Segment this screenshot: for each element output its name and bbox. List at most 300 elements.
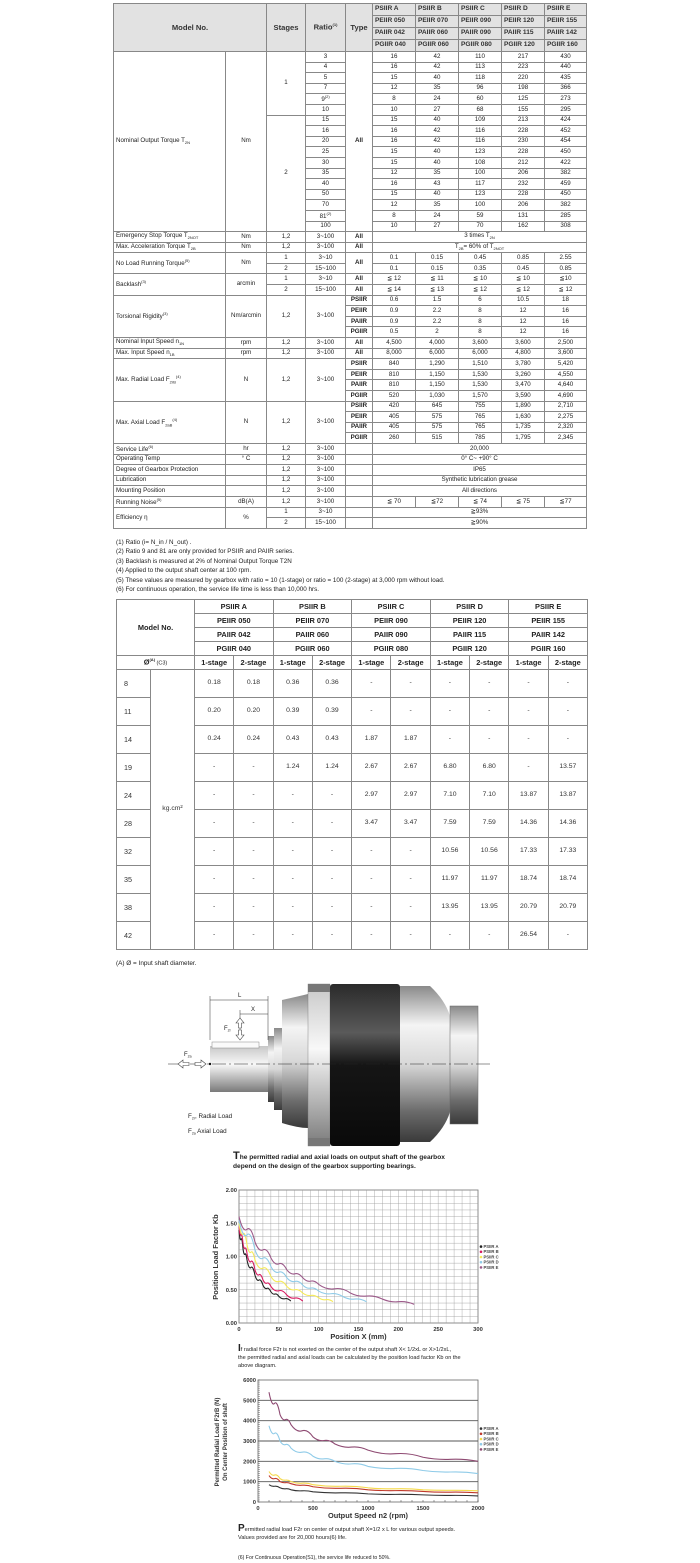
value-cell: 70: [459, 221, 502, 232]
y-tick-label: 0.00: [225, 1321, 237, 1327]
value-cell: 116: [459, 126, 502, 137]
type-cell: All: [346, 52, 373, 232]
value-cell: 3,260: [502, 369, 545, 380]
inertia-value-cell: -: [470, 698, 509, 726]
value-cell: 430: [545, 52, 587, 63]
value-cell: 206: [502, 200, 545, 211]
model-series-header: PEIIR 120: [430, 614, 509, 628]
ratio-cell: 3~10: [306, 507, 346, 518]
inertia-value-cell: -: [548, 670, 587, 698]
y-axis-label: Permitted Radial Load F2rB (N): [215, 1397, 221, 1487]
value-cell: 273: [545, 94, 587, 105]
ratio-cell: 10: [306, 104, 346, 115]
inertia-value-cell: 7.59: [430, 810, 469, 838]
ratio-cell: 16: [306, 126, 346, 137]
stage-cell: 1,2: [267, 242, 306, 253]
value-cell: 382: [545, 168, 587, 179]
value-cell: 452: [545, 126, 587, 137]
stage-cell: 1: [267, 507, 306, 518]
value-cell: 3,780: [502, 359, 545, 370]
value-cell: 42: [416, 126, 459, 137]
stage-cell: 1: [267, 52, 306, 116]
value-cell: ≧93%: [373, 507, 587, 518]
stage-cell: 1,2: [267, 496, 306, 507]
type-cell: [346, 443, 373, 454]
diameter-cell: 42: [117, 922, 151, 950]
value-cell: 260: [373, 433, 416, 444]
inertia-value-cell: 6.80: [470, 754, 509, 782]
x-axis-label: Output Speed n2 (rpm): [327, 1511, 409, 1520]
value-cell: 3 times $T_{2N}$: [373, 232, 587, 243]
value-cell: 3,590: [502, 391, 545, 402]
value-cell: 228: [502, 126, 545, 137]
legend-label: PSIIR E: [483, 1446, 499, 1452]
value-cell: 16: [545, 316, 587, 327]
value-cell: 0.9: [373, 306, 416, 317]
inertia-value-cell: 0.24: [195, 726, 234, 754]
ratio-cell: 100: [306, 221, 346, 232]
value-cell: 8: [459, 316, 502, 327]
inertia-value-cell: -: [391, 670, 430, 698]
ratio-cell: 70: [306, 200, 346, 211]
value-cell: 366: [545, 83, 587, 94]
model-series-header: PAIIR 142: [545, 28, 587, 40]
legend-marker: [480, 1261, 483, 1264]
model-series-header: PGIIR 120: [430, 642, 509, 656]
diameter-cell: 11: [117, 698, 151, 726]
model-series-header: PEIIR 070: [416, 16, 459, 28]
value-cell: ≦ 10: [502, 274, 545, 285]
ratio-cell: 3~100: [306, 359, 346, 401]
value-cell: 116: [459, 136, 502, 147]
inertia-value-cell: 0.20: [234, 698, 273, 726]
x-tick-label: 200: [393, 1327, 404, 1333]
inertia-value-cell: 10.56: [470, 838, 509, 866]
legend-label: PSIIR C: [483, 1254, 499, 1260]
y-tick-label: 4000: [243, 1418, 256, 1425]
chart1-note: If radial force F2r is not exerted on the center of the output shaft X< 1/2xL or X>1/2xL, the permitted radial and axial loads can be calculated by the position load factor Kb on the above diagram.: [238, 1343, 461, 1369]
inertia-value-cell: -: [312, 782, 351, 810]
value-cell: 16: [373, 179, 416, 190]
ratio-cell: 40: [306, 179, 346, 190]
model-series-header: PEIIR 155: [509, 614, 588, 628]
value-cell: 15: [373, 73, 416, 84]
inertia-value-cell: -: [470, 670, 509, 698]
stage-cell: 1,2: [267, 443, 306, 454]
value-cell: 285: [545, 210, 587, 221]
value-cell: 228: [502, 189, 545, 200]
row-label: Max. Axial Load $F_{2aB}^{(4)}$: [114, 401, 226, 443]
x-tick-label: 0: [256, 1506, 260, 1512]
value-cell: 228: [502, 147, 545, 158]
value-cell: 1,570: [459, 391, 502, 402]
specification-table: [113, 3, 587, 529]
ratio-cell: 15~100: [306, 518, 346, 529]
y-tick-label: 3000: [243, 1439, 256, 1445]
value-cell: 16: [545, 327, 587, 338]
row-label: Nominal Output Torque $T_{2N}$: [114, 52, 226, 232]
value-cell: 16: [373, 136, 416, 147]
inertia-value-cell: 20.79: [548, 894, 587, 922]
table-row: [114, 454, 587, 465]
type-cell: [346, 486, 373, 497]
value-cell: ≦10: [545, 274, 587, 285]
value-cell: ≧90%: [373, 518, 587, 529]
unit-cell: [226, 475, 267, 486]
inertia-value-cell: 10.56: [430, 838, 469, 866]
value-cell: 8: [373, 94, 416, 105]
stage-cell: 1,2: [267, 295, 306, 337]
value-cell: 12: [502, 306, 545, 317]
y-tick-label: 0.50: [225, 1287, 237, 1294]
value-cell: 35: [416, 168, 459, 179]
inertia-value-cell: 13.87: [548, 782, 587, 810]
footnote: (3) Backlash is measured at 2% of Nominal Output Torque T2N: [116, 557, 292, 565]
inertia-value-cell: 11.97: [430, 866, 469, 894]
value-cell: 59: [459, 210, 502, 221]
value-cell: ≦ 12: [545, 285, 587, 296]
value-cell: 131: [502, 210, 545, 221]
value-cell: 217: [502, 52, 545, 63]
table-row: [114, 443, 587, 454]
inertia-value-cell: -: [430, 698, 469, 726]
unit-cell: N: [226, 359, 267, 401]
value-cell: 15: [373, 147, 416, 158]
spec-footnotes: [116, 538, 445, 594]
inertia-value-cell: -: [352, 866, 391, 894]
chart2-note: Permitted radial load F2r on center of output shaft X=1/2 x L for various output speeds. Values provided are for 20,000 hours(6) life.: [238, 1523, 456, 1541]
inertia-value-cell: -: [391, 698, 430, 726]
x-axis-label: Position X (mm): [330, 1332, 387, 1341]
y-tick-label: 0: [252, 1500, 256, 1506]
type-cell: All: [346, 338, 373, 349]
type-cell: All: [346, 274, 373, 285]
type-cell: PGIIR: [346, 327, 373, 338]
value-cell: 575: [416, 412, 459, 423]
type-cell: [346, 496, 373, 507]
stage-cell: 1,2: [267, 465, 306, 476]
inertia-value-cell: -: [352, 894, 391, 922]
value-cell: 575: [416, 422, 459, 433]
ratio-cell: 20: [306, 136, 346, 147]
table-row: [114, 348, 587, 359]
inertia-value-cell: -: [273, 782, 312, 810]
value-cell: ≦ 74: [459, 496, 502, 507]
table-row: [114, 52, 587, 63]
value-cell: 113: [459, 62, 502, 73]
value-cell: 10.5: [502, 295, 545, 306]
value-cell: 0.45: [459, 253, 502, 264]
type-cell: PEIIR: [346, 412, 373, 423]
inertia-value-cell: -: [470, 726, 509, 754]
value-cell: 27: [416, 221, 459, 232]
type-cell: PEIIR: [346, 306, 373, 317]
inertia-value-cell: 0.20: [195, 698, 234, 726]
table-row: [114, 507, 587, 518]
ratio-cell: 3~100: [306, 295, 346, 337]
inertia-value-cell: -: [509, 754, 548, 782]
ratio-cell: 3~100: [306, 232, 346, 243]
ratio-cell: 3~100: [306, 454, 346, 465]
inertia-value-cell: -: [548, 698, 587, 726]
type-cell: [346, 454, 373, 465]
inertia-value-cell: 3.47: [391, 810, 430, 838]
inertia-value-cell: -: [312, 866, 351, 894]
row-label: Lubrication: [114, 475, 226, 486]
legend-marker: [480, 1427, 483, 1430]
legend-marker: [480, 1443, 483, 1446]
inertia-value-cell: -: [509, 726, 548, 754]
diameter-cell: 14: [117, 726, 151, 754]
value-cell: 118: [459, 73, 502, 84]
value-cell: 0.1: [373, 263, 416, 274]
type-cell: PAIIR: [346, 422, 373, 433]
inertia-value-cell: 0.43: [312, 726, 351, 754]
gearbox-illustration: [160, 978, 500, 1148]
legend-label: PSIIR E: [483, 1264, 499, 1270]
model-series-header: PAIIR 115: [502, 28, 545, 40]
value-cell: 4,690: [545, 391, 587, 402]
legend-marker: [480, 1438, 483, 1441]
value-cell: 3,600: [545, 348, 587, 359]
value-cell: 4,800: [502, 348, 545, 359]
unit-cell: kg.cm²: [151, 670, 195, 950]
row-label: Torsional Rigidity$^{(3)}$: [114, 295, 226, 337]
inertia-value-cell: -: [234, 754, 273, 782]
value-cell: 100: [459, 200, 502, 211]
inertia-value-cell: 2.97: [352, 782, 391, 810]
stage-header: 2-stage: [548, 656, 587, 670]
model-series-header: PSIIR D: [502, 4, 545, 16]
stage-header: 1-stage: [430, 656, 469, 670]
inertia-value-cell: -: [234, 810, 273, 838]
value-cell: 0.6: [373, 295, 416, 306]
model-series-header: PAIIR 090: [459, 28, 502, 40]
ratio-cell: 15~100: [306, 263, 346, 274]
inertia-value-cell: -: [391, 922, 430, 950]
value-cell: 515: [416, 433, 459, 444]
value-cell: 308: [545, 221, 587, 232]
stage-header: 2-stage: [234, 656, 273, 670]
value-cell: 162: [502, 221, 545, 232]
type-cell: All: [346, 242, 373, 253]
legend-label: PSIIR B: [483, 1249, 499, 1255]
value-cell: 0.35: [459, 263, 502, 274]
value-cell: 18: [545, 295, 587, 306]
legend-radial-load: $F_{2r}$, Radial Load: [188, 1113, 233, 1121]
y-tick-label: 1000: [243, 1479, 256, 1486]
footnote: (6) For continuous operation, the service life time is less than 10,000 hrs.: [116, 586, 320, 594]
legend-marker: [480, 1256, 483, 1259]
value-cell: 212: [502, 157, 545, 168]
dimension-label-x: X: [251, 1007, 256, 1013]
footnote: (2) Ratio 9 and 81 are only provided for PSIIR and PAIIR series.: [116, 548, 295, 556]
inertia-value-cell: -: [195, 782, 234, 810]
value-cell: 0° C~ +90° C: [373, 454, 587, 465]
inertia-value-cell: -: [195, 922, 234, 950]
value-cell: 24: [416, 210, 459, 221]
value-cell: 15: [373, 189, 416, 200]
inertia-value-cell: -: [352, 838, 391, 866]
legend-marker: [480, 1251, 483, 1254]
x-tick-label: 250: [433, 1327, 444, 1333]
row-label: Operating Temp: [114, 454, 226, 465]
row-label: Nominal Input Speed $n_{1N}$: [114, 338, 226, 349]
inertia-value-cell: 17.33: [548, 838, 587, 866]
value-cell: 520: [373, 391, 416, 402]
value-cell: ≦ 13: [416, 285, 459, 296]
inertia-value-cell: -: [195, 866, 234, 894]
footnote: (1) Ratio (i= N_in / N_out) .: [116, 539, 192, 546]
value-cell: 16: [545, 306, 587, 317]
inertia-value-cell: 3.47: [352, 810, 391, 838]
unit-cell: Nm: [226, 253, 267, 274]
inertia-value-cell: 1.24: [312, 754, 351, 782]
inertia-value-cell: 2.67: [352, 754, 391, 782]
row-label: Mounting Position: [114, 486, 226, 497]
value-cell: 459: [545, 179, 587, 190]
unit-cell: rpm: [226, 348, 267, 359]
row-label: Max. Radial Load $F_{2rB}^{(4)}$: [114, 359, 226, 401]
inertia-value-cell: 14.36: [509, 810, 548, 838]
stage-cell: 1,2: [267, 338, 306, 349]
type-cell: [346, 518, 373, 529]
inertia-value-cell: 0.36: [273, 670, 312, 698]
model-series-header: PEIIR 090: [352, 614, 431, 628]
inertia-value-cell: 0.39: [312, 698, 351, 726]
diameter-cell: 35: [117, 866, 151, 894]
value-cell: 2.2: [416, 316, 459, 327]
inertia-value-cell: -: [234, 838, 273, 866]
value-cell: 230: [502, 136, 545, 147]
value-cell: ≦ 11: [416, 274, 459, 285]
value-cell: 12: [373, 83, 416, 94]
diameter-cell: 8: [117, 670, 151, 698]
table-row: [117, 670, 588, 698]
model-series-header: PAIIR 142: [509, 628, 588, 642]
permitted-radial-load-chart: [205, 1372, 505, 1527]
stage-cell: 2: [267, 263, 306, 274]
value-cell: 198: [502, 83, 545, 94]
position-load-factor-chart: [205, 1180, 505, 1345]
stage-cell: 1: [267, 253, 306, 264]
type-cell: All: [346, 232, 373, 243]
stage-cell: 2: [267, 518, 306, 529]
x-tick-label: 50: [275, 1327, 283, 1333]
inertia-value-cell: -: [312, 922, 351, 950]
legend-axial-load: $F_{2a}$ Axial Load: [188, 1128, 227, 1136]
inertia-value-cell: -: [391, 866, 430, 894]
unit-cell: Nm: [226, 52, 267, 232]
inertia-value-cell: -: [234, 922, 273, 950]
unit-cell: [226, 465, 267, 476]
inertia-table: [116, 599, 588, 950]
stages-header: Stages: [267, 4, 306, 52]
model-series-header: PEIIR 070: [273, 614, 352, 628]
ratio-cell: 3~10: [306, 274, 346, 285]
value-cell: 16: [373, 126, 416, 137]
value-cell: 43: [416, 179, 459, 190]
value-cell: $T_{2B}= 60\%$ of $T_{2NOT}$: [373, 242, 587, 253]
value-cell: ≦ 12: [459, 285, 502, 296]
inertia-value-cell: -: [195, 754, 234, 782]
value-cell: 155: [502, 104, 545, 115]
x-tick-label: 500: [308, 1506, 318, 1512]
value-cell: 1,510: [459, 359, 502, 370]
value-cell: 5,420: [545, 359, 587, 370]
inertia-value-cell: 11.97: [470, 866, 509, 894]
stage-header: 2-stage: [470, 656, 509, 670]
inertia-value-cell: 2.97: [391, 782, 430, 810]
legend-label: PSIIR A: [483, 1426, 499, 1431]
gearbox-housing: [330, 984, 400, 1146]
model-series-header: PEIIR 050: [373, 16, 416, 28]
ratio-cell: 15~100: [306, 285, 346, 296]
value-cell: 424: [545, 115, 587, 126]
y-tick-label: 1.00: [225, 1254, 237, 1261]
legend-marker: [480, 1245, 483, 1248]
inertia-value-cell: -: [195, 894, 234, 922]
legend-marker: [480, 1433, 483, 1436]
unit-cell: arcmin: [226, 274, 267, 295]
axial-force-label: $F_{2a}$: [184, 1052, 192, 1059]
y-tick-label: 6000: [243, 1378, 256, 1384]
row-label: Efficiency η: [114, 507, 226, 528]
inertia-value-cell: -: [352, 670, 391, 698]
output-shaft: [210, 1028, 282, 1110]
value-cell: 100: [459, 168, 502, 179]
value-cell: 8: [459, 327, 502, 338]
value-cell: 24: [416, 94, 459, 105]
stage-cell: 1,2: [267, 486, 306, 497]
ratio-cell: 3~10: [306, 253, 346, 264]
ratio-cell: 15: [306, 115, 346, 126]
value-cell: 2,500: [545, 338, 587, 349]
stage-cell: 1,2: [267, 401, 306, 443]
ratio-cell: 3~100: [306, 348, 346, 359]
value-cell: 0.45: [502, 263, 545, 274]
ratio-cell: 3~100: [306, 443, 346, 454]
inertia-value-cell: 0.24: [234, 726, 273, 754]
value-cell: 27: [416, 104, 459, 115]
table-row: [114, 295, 587, 306]
value-cell: 42: [416, 136, 459, 147]
model-series-header: PEIIR 050: [195, 614, 274, 628]
model-series-header: PGIIR 060: [416, 40, 459, 52]
model-series-header: PAIIR 042: [373, 28, 416, 40]
inertia-value-cell: 7.59: [470, 810, 509, 838]
inertia-value-cell: -: [273, 838, 312, 866]
type-cell: [346, 465, 373, 476]
diameter-cell: 38: [117, 894, 151, 922]
inertia-value-cell: -: [312, 838, 351, 866]
figure-caption: The permitted radial and axial loads on output shaft of the gearbox depend on the design of the gearbox supporting bearings.: [233, 1150, 445, 1170]
type-header: Type: [346, 4, 373, 52]
row-label: Max. Acceleration Torque $T_{2B}$: [114, 242, 226, 253]
value-cell: 785: [459, 433, 502, 444]
value-cell: 450: [545, 189, 587, 200]
value-cell: 440: [545, 62, 587, 73]
stage-header: 1-stage: [352, 656, 391, 670]
value-cell: 0.15: [416, 263, 459, 274]
legend-label: PSIIR C: [483, 1436, 499, 1442]
value-cell: 2,275: [545, 412, 587, 423]
table-row: [114, 359, 587, 370]
stage-cell: 1: [267, 274, 306, 285]
value-cell: 3,600: [459, 338, 502, 349]
x-tick-label: 0: [237, 1327, 241, 1333]
ratio-cell: 5: [306, 73, 346, 84]
